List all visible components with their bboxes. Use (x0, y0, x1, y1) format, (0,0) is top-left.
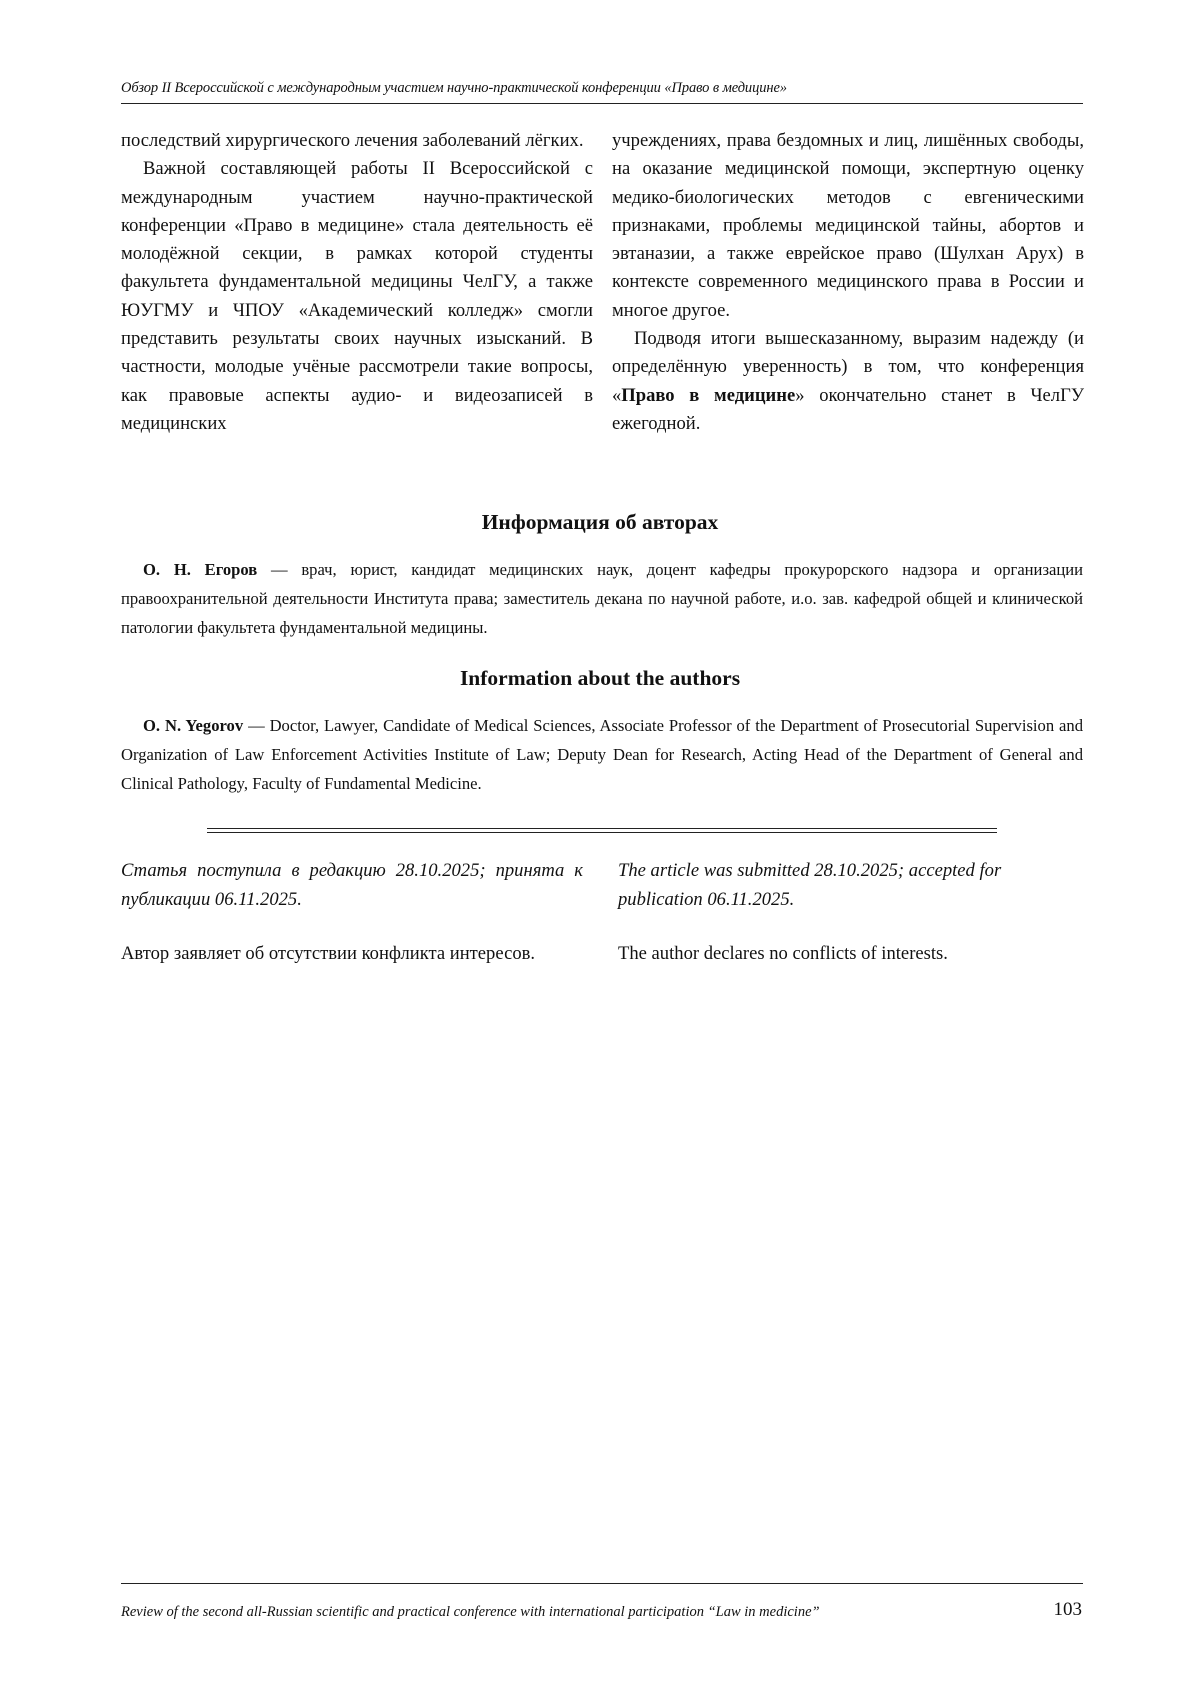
paragraph: Важной составляющей работы II Всероссийской с международным участием научно-практической конференции «Право в медицине» стала деятельность её молодёжной секции, в рамках которой студенты факультета фундаментальной медицины ЧелГУ, а также ЮУГМУ и ЧПОУ «Академический колледж» смогли представить результаты своих научных изысканий. В частности, молодые учёные рассмотрели такие вопросы, как правовые аспекты аудио- и видеозаписей в медицинских (121, 158, 593, 434)
author-description: — врач, юрист, кандидат медицинских наук, доцент кафедры прокурорского надзора и организации правоохранительной деятельности Института права; заместитель декана по научной работе, и.о. зав. кафедрой общей и клинической патологии факультета фундаментальной медицины. (121, 560, 1084, 637)
authors-info-title-ru: Информация об авторах (481, 510, 719, 534)
paragraph: учреждениях, права бездомных и лиц, лишённых свободы, на оказание медицинской помощи, экспертную оценку медико-биологических методов с евгеническими признаками, проблемы медицинской тайны, абортов и эвтаназии, а также еврейское право (Шулхан Арух) в контексте современного медицинского права в России и многое другое. (612, 130, 1084, 321)
body-column-left (121, 127, 593, 438)
paragraph-text: » окончательно станет в ЧелГУ ежегодной. (612, 384, 1084, 434)
body-column-right (612, 127, 1084, 438)
running-header: Обзор II Всероссийской с международным участием научно-практической конференции «Право в медицине» (121, 80, 787, 96)
header-rule (121, 103, 1083, 104)
paragraph-text: Подводя итоги вышесказанному, выразим надежду (и определённую уверенность) в том, что конференция « (612, 328, 1084, 406)
footer-rule (121, 1583, 1083, 1584)
conference-name: Право в медицине (621, 384, 796, 406)
author-name: O. N. Yegorov (143, 716, 244, 735)
author-name: О. Н. Егоров (143, 560, 258, 579)
submission-info-en: The article was submitted 28.10.2025; accepted for publication 06.11.2025. (618, 860, 1002, 910)
submission-info-ru: Статья поступила в редакцию 28.10.2025; принята к публикации 06.11.2025. (121, 860, 583, 910)
author-info-ru (121, 555, 1083, 642)
paragraph: последствий хирургического лечения заболеваний лёгких. (121, 130, 584, 151)
double-divider (207, 828, 997, 833)
paragraph (612, 325, 1084, 438)
page-number: 103 (1053, 1599, 1082, 1620)
conflict-statement-en: The author declares no conflicts of interests. (618, 943, 948, 964)
author-description: — Doctor, Lawyer, Candidate of Medical Sciences, Associate Professor of the Department of Prosecutorial Supervision and Organization of Law Enforcement Activities Institute of Law; Deputy Dean for Research, Acting Head of the Department of General and Clinical Pathology, Faculty of Fundamental Medicine. (121, 716, 1083, 793)
conflict-statement-ru: Автор заявляет об отсутствии конфликта интересов. (121, 943, 536, 964)
running-footer: Review of the second all-Russian scientific and practical conference with international participation “Law in medicine” (121, 1604, 820, 1620)
author-info-en (121, 711, 1083, 798)
authors-info-title-en: Information about the authors (459, 666, 741, 690)
